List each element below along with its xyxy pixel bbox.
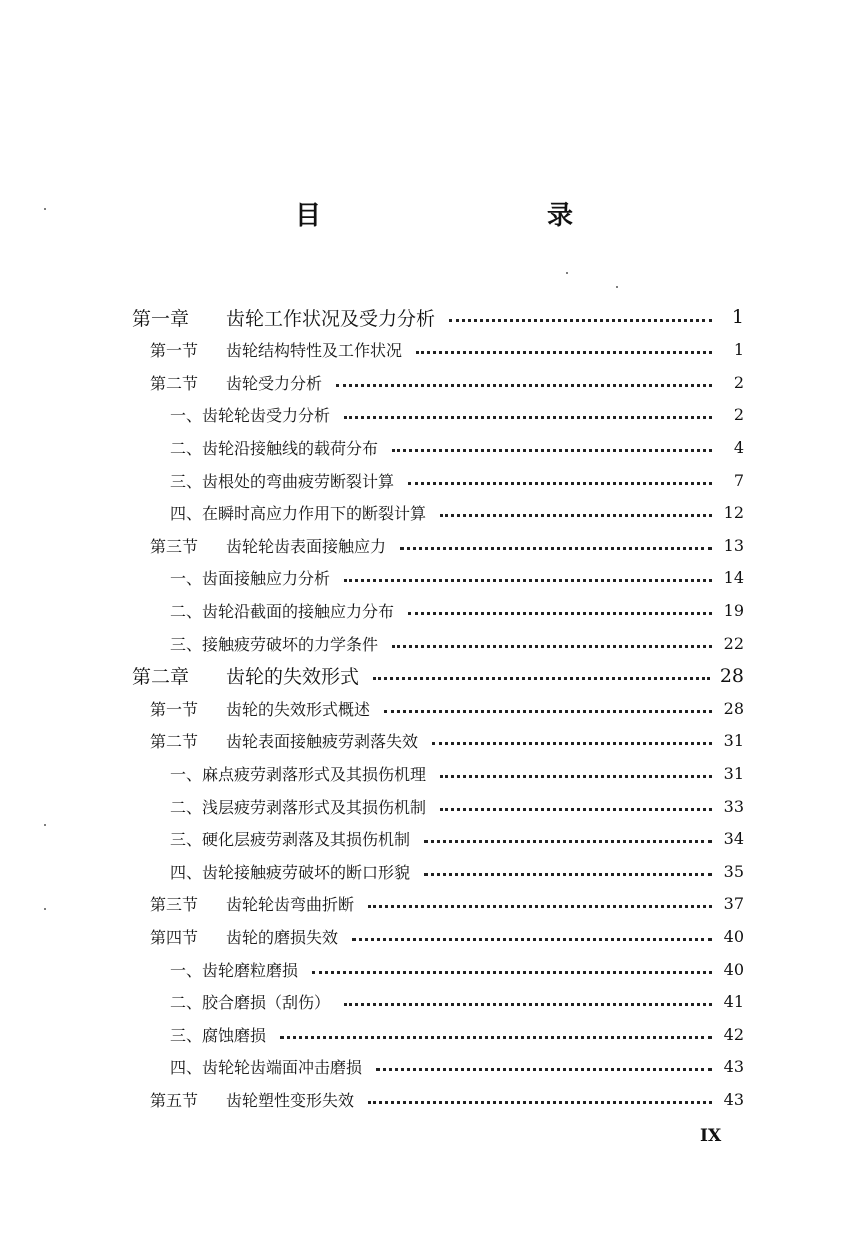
dot-leader — [352, 938, 712, 941]
dot-leader — [336, 384, 712, 387]
toc-entry-label — [150, 729, 418, 752]
dot-leader — [344, 579, 712, 582]
toc-entry-page: 42 — [723, 1024, 744, 1044]
dot-leader — [368, 905, 712, 908]
scan-speck — [44, 208, 46, 210]
toc-entry-title: 齿轮工作状况及受力分析 — [226, 307, 436, 330]
toc-entry-page: 43 — [723, 1057, 744, 1077]
toc-entry-label — [132, 304, 435, 331]
toc-entry-number: 第一节 — [150, 699, 199, 719]
dot-leader — [280, 1036, 712, 1039]
toc-entry-chapter — [132, 304, 744, 330]
dot-leader — [424, 873, 712, 876]
toc-entry-title: 三、硬化层疲劳剥落及其损伤机制 — [170, 830, 411, 850]
toc-entry-item — [170, 565, 744, 591]
toc-entry-title: 三、接触疲劳破坏的力学条件 — [170, 634, 379, 654]
dot-leader — [408, 482, 712, 485]
toc-entry-label — [170, 403, 330, 426]
dot-leader — [392, 645, 712, 648]
toc-entry-page: 41 — [723, 992, 744, 1012]
toc-entry-title: 四、齿轮接触疲劳破坏的断口形貌 — [170, 862, 411, 882]
scan-speck — [44, 824, 46, 826]
toc-entry-chapter — [132, 663, 744, 689]
dot-leader — [384, 710, 712, 713]
toc-entry-page: 14 — [723, 568, 744, 588]
dot-leader — [368, 1101, 712, 1104]
toc-entry-title: 四、在瞬时高应力作用下的断裂计算 — [170, 504, 427, 524]
toc-entry-title: 齿轮轮齿表面接触应力 — [226, 536, 387, 556]
dot-leader — [440, 514, 712, 517]
toc-entry-title: 二、浅层疲劳剥落形式及其损伤机制 — [170, 797, 427, 817]
toc-entry-title: 齿轮结构特性及工作状况 — [226, 341, 403, 361]
toc-entry-page: 35 — [723, 861, 744, 881]
toc-entry-number: 第三节 — [150, 536, 199, 556]
toc-entry-item — [170, 467, 744, 493]
toc-entry-label — [170, 762, 426, 785]
toc-entry-title: 齿轮塑性变形失效 — [226, 1090, 355, 1110]
toc-entry-item — [170, 956, 744, 982]
toc-entry-label — [150, 534, 386, 557]
toc-entry-item — [170, 402, 744, 428]
toc-entry-title: 齿轮的磨损失效 — [226, 927, 339, 947]
toc-entry-label — [170, 599, 394, 622]
toc-entry-title: 二、齿轮沿接触线的载荷分布 — [170, 438, 379, 458]
toc-entry-title: 一、齿面接触应力分析 — [170, 569, 331, 589]
toc-entry-label — [170, 469, 394, 492]
toc-entry-title: 四、齿轮轮齿端面冲击磨损 — [170, 1058, 363, 1078]
toc-entry-page: 33 — [723, 796, 744, 816]
toc-entry-label — [170, 501, 426, 524]
dot-leader — [449, 319, 712, 322]
toc-entry-section — [150, 891, 744, 917]
toc-entry-label — [150, 1088, 354, 1111]
toc-entry-section — [150, 532, 744, 558]
scan-speck — [616, 286, 618, 288]
toc-entry-page: 37 — [723, 894, 744, 914]
toc-entry-section — [150, 923, 744, 949]
toc-entry-section — [150, 728, 744, 754]
dot-leader — [373, 677, 710, 680]
toc-entry-item — [170, 500, 744, 526]
toc-entry-item — [170, 858, 744, 884]
toc-entry-title: 二、齿轮沿截面的接触应力分布 — [170, 601, 395, 621]
scan-speck — [44, 908, 46, 910]
toc-entry-number: 第一节 — [150, 341, 199, 361]
dot-leader — [376, 1068, 712, 1071]
toc-entry-number: 第二章 — [132, 666, 190, 689]
toc-entry-page: 40 — [723, 926, 744, 946]
toc-entry-title: 齿轮的失效形式 — [226, 666, 360, 689]
toc-entry-label — [150, 892, 354, 915]
toc-entry-page: 40 — [723, 959, 744, 979]
toc-entry-item — [170, 630, 744, 656]
toc-entry-label — [170, 1023, 266, 1046]
toc-entry-page: 1 — [733, 340, 744, 360]
toc-entry-label — [170, 632, 378, 655]
toc-entry-page: 13 — [723, 535, 744, 555]
toc-entry-item — [170, 1054, 744, 1080]
toc-entry-label — [170, 1055, 362, 1078]
page-title: 目 录 — [294, 201, 631, 231]
dot-leader — [312, 971, 712, 974]
toc-entry-label — [170, 958, 298, 981]
toc-entry-number: 第三节 — [150, 895, 199, 915]
toc-entry-title: 三、腐蚀磨损 — [170, 1025, 267, 1045]
dot-leader — [440, 775, 712, 778]
toc-entry-number: 第二节 — [150, 373, 199, 393]
toc-entry-section — [150, 337, 744, 363]
toc-entry-page: 1 — [731, 306, 744, 328]
toc-entry-page: 43 — [723, 1089, 744, 1109]
toc-entry-title: 齿轮的失效形式概述 — [226, 699, 371, 719]
page-number: IX — [700, 1126, 722, 1146]
toc-entry-title: 三、齿根处的弯曲疲劳断裂计算 — [170, 471, 395, 491]
toc-entry-number: 第二节 — [150, 732, 199, 752]
toc-entry-label — [170, 860, 410, 883]
toc-entry-section — [150, 1086, 744, 1112]
toc-entry-label — [170, 795, 426, 818]
toc-entry-page: 7 — [733, 470, 744, 490]
dot-leader — [408, 612, 712, 615]
toc-entry-title: 二、胶合磨损（刮伤） — [170, 993, 331, 1013]
dot-leader — [440, 808, 712, 811]
dot-leader — [400, 547, 712, 550]
toc-entry-item — [170, 1021, 744, 1047]
toc-entry-label — [170, 436, 378, 459]
toc-entry-title: 齿轮表面接触疲劳剥落失效 — [226, 732, 419, 752]
toc-entry-title: 一、齿轮轮齿受力分析 — [170, 406, 331, 426]
toc-entry-number: 第一章 — [132, 307, 190, 330]
toc-entry-title: 一、齿轮磨粒磨损 — [170, 960, 299, 980]
toc-entry-label — [132, 662, 359, 689]
toc-entry-label — [170, 566, 330, 589]
toc-entry-item — [170, 793, 744, 819]
toc-entry-label — [150, 338, 402, 361]
dot-leader — [392, 449, 712, 452]
toc-entry-section — [150, 369, 744, 395]
toc-entry-number: 第四节 — [150, 927, 199, 947]
toc-entry-title: 一、麻点疲劳剥落形式及其损伤机理 — [170, 764, 427, 784]
toc-entry-item — [170, 434, 744, 460]
dot-leader — [424, 840, 712, 843]
toc-entry-label — [150, 697, 370, 720]
toc-entry-item — [170, 597, 744, 623]
toc-entry-page: 12 — [723, 503, 744, 523]
toc-entry-section — [150, 695, 744, 721]
toc-entry-page: 31 — [723, 763, 744, 783]
toc-entry-label — [150, 925, 338, 948]
toc-entry-label — [170, 990, 330, 1013]
toc-entry-title: 齿轮轮齿弯曲折断 — [226, 895, 355, 915]
toc-entry-page: 2 — [733, 372, 744, 392]
toc-entry-page: 19 — [723, 600, 744, 620]
toc-entry-item — [170, 989, 744, 1015]
dot-leader — [344, 1003, 712, 1006]
dot-leader — [344, 416, 712, 419]
toc-entry-page: 22 — [723, 633, 744, 653]
toc-entry-title: 齿轮受力分析 — [226, 373, 323, 393]
toc-entry-label — [170, 827, 410, 850]
toc-entry-page: 28 — [719, 664, 744, 687]
toc-entry-page: 4 — [733, 437, 744, 457]
dot-leader — [416, 351, 712, 354]
toc-entry-page: 34 — [723, 829, 744, 849]
toc-entry-label — [150, 371, 322, 394]
toc-entry-page: 2 — [733, 405, 744, 425]
toc-entry-item — [170, 760, 744, 786]
scan-speck — [566, 272, 568, 274]
dot-leader — [432, 742, 712, 745]
toc-entry-item — [170, 826, 744, 852]
toc-entry-page: 31 — [723, 731, 744, 751]
toc-entry-page: 28 — [723, 698, 744, 718]
toc-entry-number: 第五节 — [150, 1090, 199, 1110]
